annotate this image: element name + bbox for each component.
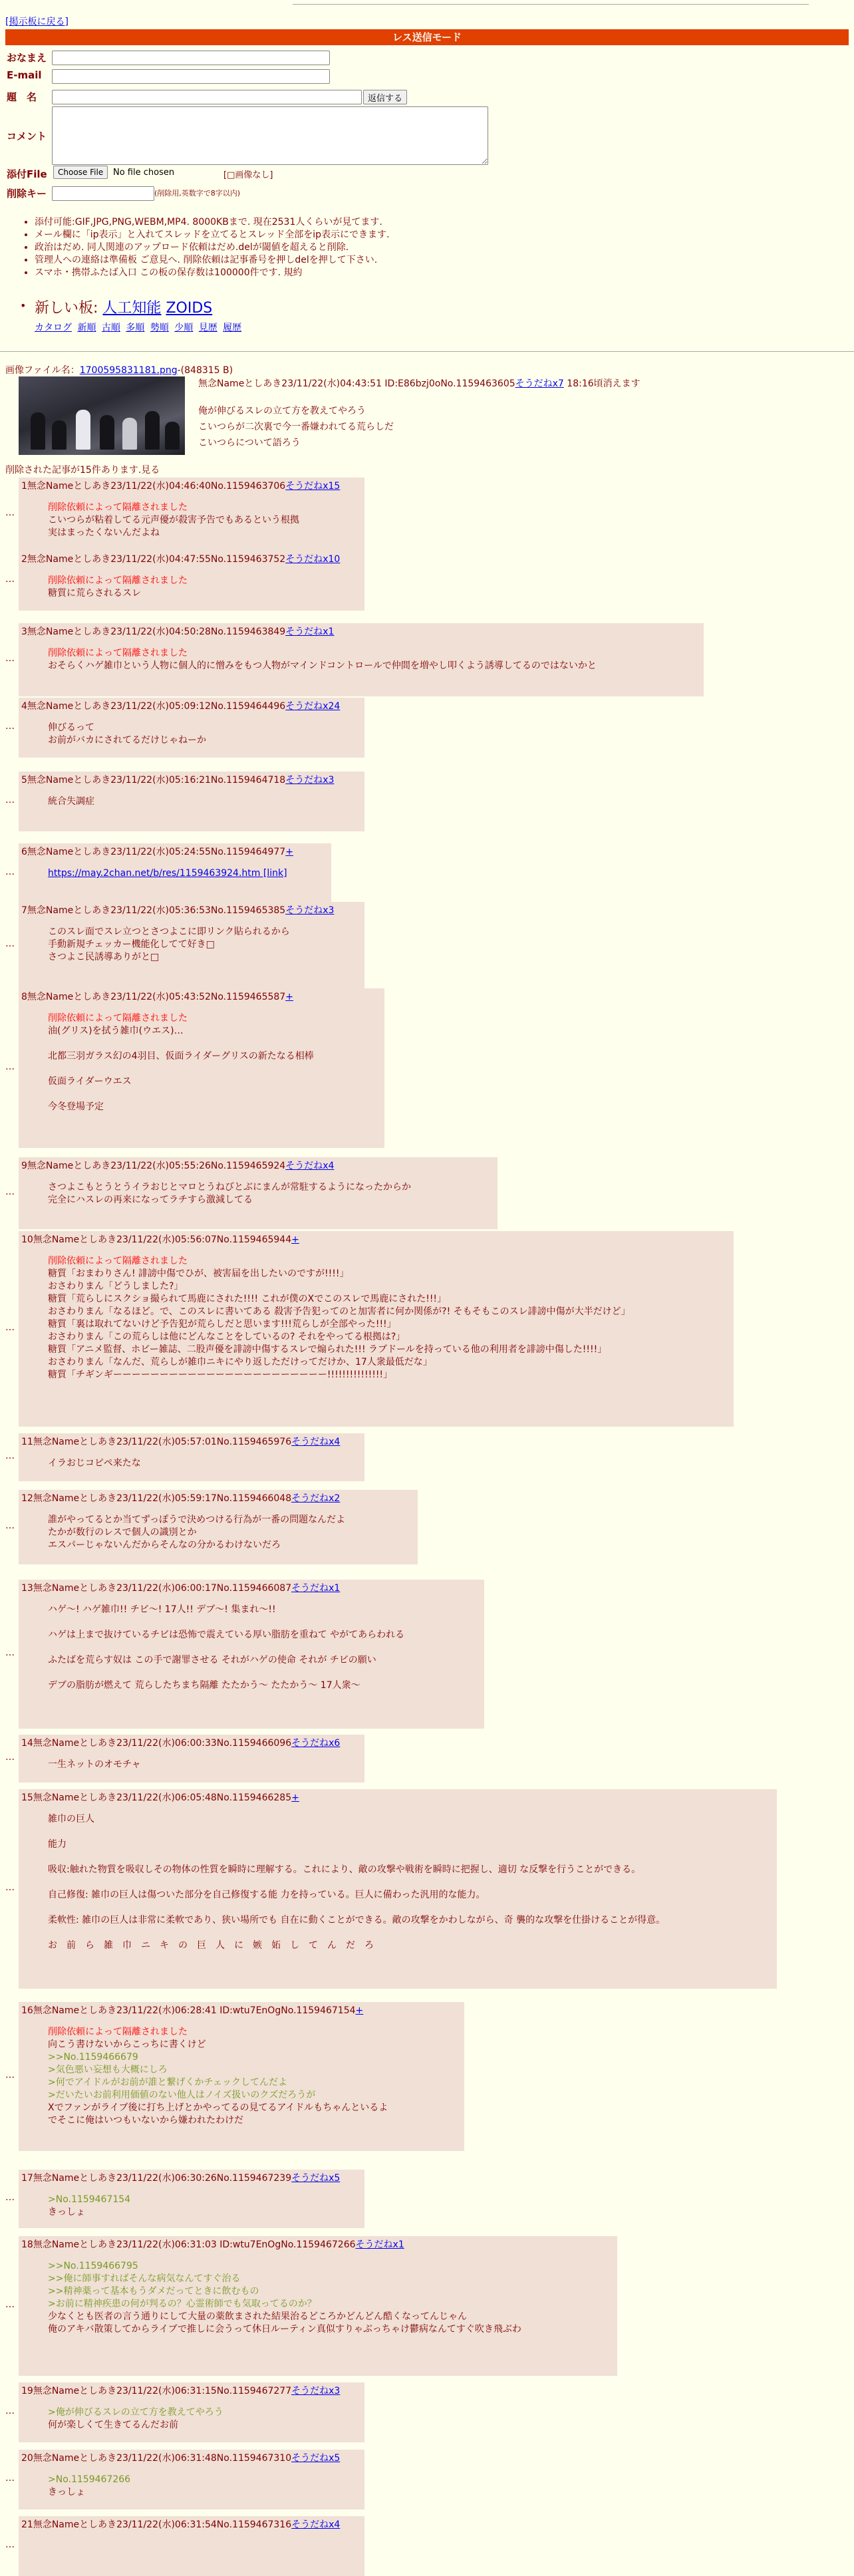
reply-marker: … <box>5 2473 15 2484</box>
reply-post <box>19 1735 364 1783</box>
reply-comment <box>48 867 329 880</box>
reply-header <box>21 2517 362 2531</box>
reply-line: 一生ネットのオモチャ <box>48 1759 141 1770</box>
subject-label: 題 名 <box>7 91 37 103</box>
sodane-link[interactable]: + <box>285 992 293 1002</box>
reply-post <box>19 2382 364 2442</box>
reply-line: 俺のアキバ散策してからライブで推しに会うって休日ルーティン真似すりゃぶっちゃけ鬱病なんてすぐ吹き飛ぶわ <box>48 2324 521 2335</box>
reply-line <box>48 1902 774 1914</box>
reply-header <box>21 699 362 712</box>
reply-comment <box>48 501 362 539</box>
reply-comment <box>48 926 362 964</box>
reply-comment <box>48 2260 615 2336</box>
delete-key-input[interactable] <box>52 186 154 201</box>
reply-mode-bar: レス送信モード <box>5 29 849 45</box>
reply-line: 実はまったくないんだよね <box>48 527 160 538</box>
post-history-link[interactable]: 履歴 <box>223 323 242 333</box>
quote-line: >No.1159467266 <box>48 2474 131 2485</box>
reply-post <box>19 772 364 831</box>
reply-header <box>21 1491 415 1504</box>
reply-line: 糖質「おまわりさん! 誹謗中傷でひが、被害届を出したいのですが!!!!」 <box>48 1268 349 1279</box>
top-divider <box>293 4 809 5</box>
reply-post-info: 12無念Nameとしあき23/11/22(水)05:59:17No.1159466048 <box>21 1493 292 1504</box>
reply-line: 吸収:触れた物質を吸収しその物体の性質を瞬時に理解する。これにより、敵の攻撃や戦術を瞬時に把握し、適切 な反撃を行うことができる。 <box>48 1864 641 1875</box>
sodane-link[interactable]: そうだねx3 <box>285 905 335 916</box>
reply-marker: … <box>5 1062 15 1072</box>
sodane-link[interactable]: そうだねx1 <box>355 2239 404 2250</box>
delete-key-note: (削除用,英数字で8字以内) <box>154 189 241 198</box>
reply-post <box>19 1231 734 1427</box>
reply-line: きっしょ <box>48 2487 85 2498</box>
attach-label: 添付File <box>7 168 47 180</box>
new-board-label: 新しい板: <box>35 300 98 317</box>
view-history-link[interactable]: 見歴 <box>198 323 217 333</box>
catalog-link[interactable]: カタログ <box>35 323 72 333</box>
name-label: おなまえ <box>7 52 47 64</box>
quote-line: >>No.1159466679 <box>48 2052 138 2063</box>
new-board-link-zoids[interactable]: ZOIDS <box>166 300 213 317</box>
delete-key-label: 削除キー <box>7 188 47 200</box>
reply-line <box>48 1667 482 1679</box>
op-comment <box>198 403 394 451</box>
reply-post-info: 2無念Nameとしあき23/11/22(水)04:47:55No.1159463752 <box>21 554 286 565</box>
new-board-line <box>35 297 212 317</box>
info-item: • メール欄に「ip表示」と入れてスレッドを立てるとスレッド全部をip表示にできます. <box>35 229 389 241</box>
file-status: No file chosen <box>113 168 175 178</box>
reply-line: 糖質「荒らしにスクショ撮られて馬鹿にされた!!!! これが僕のXでこのスレで馬鹿にされた!!!」 <box>48 1294 447 1304</box>
reply-post <box>19 1789 777 1989</box>
image-file-label: 画像ファイル名： <box>5 365 80 376</box>
reply-line: 仮面ライダーウエス <box>48 1076 132 1087</box>
back-to-board-link[interactable]: [掲示板に戻る] <box>5 17 69 27</box>
reply-header <box>21 2451 362 2464</box>
op-line: 俺が伸びるスレの立て方を教えてやろう <box>198 406 366 416</box>
reply-header <box>21 903 362 917</box>
reply-post-info: 11無念Nameとしあき23/11/22(水)05:57:01No.1159465976 <box>21 1437 292 1447</box>
reply-header <box>21 2003 462 2017</box>
reply-header <box>21 1232 731 1246</box>
reply-marker: … <box>5 1647 15 1658</box>
reply-post-info: 10無念Nameとしあき23/11/22(水)05:56:07No.1159465944 <box>21 1234 292 1245</box>
reply-post-info: 20無念Nameとしあき23/11/22(水)06:31:48No.1159467310 <box>21 2453 292 2464</box>
sodane-link[interactable]: + <box>291 1792 299 1803</box>
reply-post-info: 1無念Nameとしあき23/11/22(水)04:46:40No.1159463706 <box>21 481 286 492</box>
reply-header <box>21 845 329 858</box>
reply-line: おそらくハゲ雑巾という人物に個人的に憎みをもつ人物がマインドコントロールで仲間を増やし叩くよう誘導してるのではないかと <box>48 660 597 671</box>
reply-line: 糖質「アニメ監督、ホビー雑誌、二股声優を誹謗中傷するスレで煽られた!!! ラブドールを持っている他の利用者を誹謗中傷した!!!!」 <box>48 1344 607 1355</box>
reply-post <box>19 1157 498 1229</box>
reply-line: でそこに俺はいつもいないから嫌われたわけだ <box>48 2115 243 2126</box>
sodane-link[interactable]: + <box>291 1234 299 1245</box>
reply-comment <box>48 1514 415 1552</box>
reply-link[interactable]: https://may.2chan.net/b/res/1159463924.htm [link] <box>48 868 287 879</box>
reply-line: おさわりまん「どうしました?」 <box>48 1281 184 1292</box>
reply-comment <box>48 1457 362 1470</box>
reply-header <box>21 625 701 638</box>
reply-post <box>19 2002 464 2151</box>
sort-many-link[interactable]: 多順 <box>126 323 145 333</box>
quarantine-notice: 削除依頼によって隔離されました <box>48 575 188 586</box>
reply-marker: … <box>5 507 15 518</box>
thread-divider <box>0 351 854 352</box>
op-sodane-link[interactable]: そうだねx7 <box>515 378 564 389</box>
reply-line: 能力 <box>48 1839 67 1850</box>
reply-line <box>48 1616 482 1629</box>
subject-input[interactable] <box>52 90 362 104</box>
sodane-link[interactable]: + <box>285 847 293 857</box>
op-expiry: 18:16頃消えます <box>567 378 640 389</box>
name-input[interactable] <box>52 51 330 65</box>
reply-line: さつよこもとうとうイラおじとマロとうねびとぶにまんが常駐するようになったからか <box>48 1182 411 1193</box>
reply-line: このスレ面でスレ立つとさつよこに即リンク貼られるから <box>48 927 290 937</box>
sodane-link[interactable]: そうだねx6 <box>291 1738 341 1749</box>
reply-marker: … <box>5 2192 15 2203</box>
reply-post-info: 18無念Nameとしあき23/11/22(水)06:31:03 ID:wtu7EnOgNo.1159467266 <box>21 2239 356 2250</box>
reply-line: おさわりまん「この荒らしは他にどんなことをしているの? それをやってる根拠は?」 <box>48 1332 406 1342</box>
quote-line: >お前に精神疾患の何が判るの？心霊術師でも気取ってるのか？ <box>48 2299 317 2309</box>
reply-line: 今冬登場予定 <box>48 1101 104 1112</box>
op-post-info: 無念Nameとしあき23/11/22(水)04:43:51 ID:E86bzj0oNo.1159463605 <box>198 378 515 389</box>
reply-post-info: 16無念Nameとしあき23/11/22(水)06:28:41 ID:wtu7EnOgNo.1159467154 <box>21 2005 356 2016</box>
quarantine-notice: 削除依頼によって隔離されました <box>48 502 188 513</box>
reply-post <box>19 902 364 988</box>
reply-line: 雑巾の巨人 <box>48 1814 94 1824</box>
reply-line: イラおじコピペ来たな <box>48 1458 141 1469</box>
reply-line: 手動新規チェッカー機能化してて好き□ <box>48 939 215 950</box>
sodane-link[interactable]: そうだねx5 <box>291 2173 341 2184</box>
reply-post-info: 6無念Nameとしあき23/11/22(水)05:24:55No.1159464977 <box>21 847 286 857</box>
comment-label: コメント <box>7 130 47 142</box>
reply-line: エスパーじゃないんだからそんなの分かるわけないだろ <box>48 1540 281 1550</box>
submit-reply-button[interactable]: 返信する <box>363 90 407 104</box>
reply-comment <box>48 2194 362 2219</box>
reply-marker: … <box>5 2406 15 2416</box>
reply-line: さつよこ民誘導ありがと□ <box>48 952 160 962</box>
reply-comment <box>48 2026 462 2127</box>
reply-marker: … <box>5 2539 15 2550</box>
new-board-link-ai[interactable]: 人工知能 <box>102 300 162 317</box>
reply-comment <box>48 1759 362 1771</box>
reply-header <box>21 2384 362 2397</box>
reply-post <box>19 2170 364 2228</box>
reply-marker: … <box>5 574 15 585</box>
reply-post <box>19 551 364 611</box>
quote-line: >俺が伸びるスレの立て方を教えてやろう <box>48 2407 223 2418</box>
reply-line: ハゲは上まで抜けているチビは恐怖で震えている厚い脂肪を重ねて やがてあらわれる <box>48 1630 405 1640</box>
comment-textarea[interactable] <box>52 106 488 165</box>
image-file-link[interactable]: 1700595831181.png <box>79 365 178 376</box>
reply-line: ふたばを荒らす奴は この手で謝罪させる それがハゲの使命 それが チビの願い <box>48 1655 376 1665</box>
reply-line: Xでファンがライブ後に打ち上げとかやってるの見てるアイドルもちゃんといるよ <box>48 2102 388 2113</box>
quote-line: >>精神薬って基本もうダメだってときに飲むもの <box>48 2286 259 2297</box>
quarantine-notice: 削除依頼によって隔離されました <box>48 1256 188 1266</box>
reply-marker: … <box>5 653 15 664</box>
reply-line <box>48 1826 774 1838</box>
reply-line: 油(グリス)を拭う雑巾(ウエス)… <box>48 1026 184 1036</box>
reply-line: 柔軟性: 雑巾の巨人は非常に柔軟であり、狭い場所でも 自在に動くことができる。敵の攻撃をかわしながら、奇 襲的な攻撃を仕掛けることが得意。 <box>48 1915 666 1926</box>
reply-header <box>21 479 362 492</box>
reply-post-info: 14無念Nameとしあき23/11/22(水)06:00:33No.1159466096 <box>21 1738 292 1749</box>
quote-line: >気色悪い妄想も大概にしろ <box>48 2065 168 2075</box>
sodane-link[interactable]: そうだねx10 <box>285 554 341 565</box>
op-line: こいつらについて語ろう <box>198 438 301 448</box>
reply-marker: … <box>5 1187 15 1197</box>
sort-new-link[interactable]: 新順 <box>77 323 96 333</box>
reply-line <box>48 1088 382 1101</box>
reply-line: デブの脂肪が燃えて 荒らしたちまち隔離 たたかう〜 たたかう〜 17人衆〜 <box>48 1680 360 1691</box>
info-item[interactable]: • スマホ・携帯ふたば入口 この板の保存数は100000件です. 規約 <box>35 267 389 279</box>
reply-header <box>21 773 362 786</box>
quarantine-notice: 削除依頼によって隔離されました <box>48 648 188 658</box>
reply-post-info: 13無念Nameとしあき23/11/22(水)06:00:17No.1159466087 <box>21 1583 292 1594</box>
reply-header <box>21 1435 362 1448</box>
sodane-link[interactable]: そうだねx4 <box>285 1161 335 1171</box>
reply-comment <box>48 1181 495 1207</box>
reply-marker: … <box>5 2070 15 2080</box>
reply-post-info: 17無念Nameとしあき23/11/22(水)06:30:26No.1159467239 <box>21 2173 292 2184</box>
reply-post <box>19 843 331 903</box>
reply-line <box>48 1038 382 1050</box>
quote-line: >>俺に師事すればそんな病気なんてすぐ治る <box>48 2273 241 2284</box>
reply-post <box>19 2236 617 2376</box>
reply-post <box>19 698 364 758</box>
quote-line: >>No.1159466795 <box>48 2261 138 2271</box>
sodane-link[interactable]: そうだねx1 <box>291 1583 341 1594</box>
reply-comment <box>48 575 362 600</box>
image-file-size: -(848315 B) <box>177 365 233 376</box>
reply-post <box>19 2450 364 2509</box>
board-info-list <box>20 216 389 279</box>
reply-line: たかが数行のレスで個人の識別とか <box>48 1527 197 1538</box>
reply-post <box>19 623 704 696</box>
reply-post-info: 19無念Nameとしあき23/11/22(水)06:31:15No.1159467277 <box>21 2386 292 2396</box>
reply-header <box>21 1736 362 1749</box>
reply-line: 糖質「裏は取れてないけど予告犯が荒らしだと思います!!!荒らしが全部やった!!!」 <box>48 1319 396 1330</box>
reply-line <box>48 1876 774 1889</box>
reply-post <box>19 1580 484 1729</box>
reply-marker: … <box>5 1752 15 1763</box>
reply-marker: … <box>5 721 15 732</box>
sodane-link[interactable]: そうだねx24 <box>285 701 341 712</box>
reply-marker: … <box>5 1520 15 1531</box>
reply-line: ハゲ〜! ハゲ雑巾!! チビ〜! 17人!! デブ〜! 集まれ〜!! <box>48 1604 276 1615</box>
reply-line: 伸びるって <box>48 722 94 733</box>
quote-line: >だいたいお前利用価値のない他人はノイズ扱いのクズだろうが <box>48 2090 316 2100</box>
quarantine-notice: 削除依頼によって隔離されました <box>48 1013 188 1024</box>
info-item: • 政治はだめ. 同人関連のアップロード依頼はだめ.delが閾値を超えると削除. <box>35 241 389 254</box>
reply-post-info: 9無念Nameとしあき23/11/22(水)05:55:26No.1159465924 <box>21 1161 286 1171</box>
sodane-link[interactable]: そうだねx4 <box>291 1437 341 1447</box>
reply-marker: … <box>5 1322 15 1333</box>
reply-line: おさわりまん「なるほど。で、このスレに書いてある 殺害予告犯ってのと加害者に何か関係が?! そもそもこのスレ誹謗中傷が大半だけど」 <box>48 1306 631 1317</box>
sodane-link[interactable]: そうだねx1 <box>285 627 335 637</box>
reply-post <box>19 1433 364 1481</box>
sort-momentum-link[interactable]: 勢順 <box>150 323 169 333</box>
sort-old-link[interactable]: 古順 <box>101 323 120 333</box>
reply-line <box>48 1927 774 1939</box>
reply-line: 誰がやってるとか当てずっぽうで決めつける行為が一番の問題なんだよ <box>48 1514 346 1525</box>
reply-post-info: 5無念Nameとしあき23/11/22(水)05:16:21No.1159464718 <box>21 775 286 786</box>
sodane-link[interactable]: そうだねx5 <box>291 2453 341 2464</box>
reply-line: 北都三羽ガラス幻の4羽目、仮面ライダーグリスの新たなる相棒 <box>48 1051 314 1062</box>
reply-post-info: 4無念Nameとしあき23/11/22(水)05:09:12No.1159464496 <box>21 701 286 712</box>
reply-line: 少なくとも医者の言う通りにして大量の薬飲まされた結果治るどころかどんどん酷くなってんじゃん <box>48 2311 467 2322</box>
choose-file-button[interactable]: Choose File <box>53 166 108 179</box>
reply-marker: … <box>5 795 15 805</box>
reply-marker: … <box>5 2299 15 2310</box>
reply-header <box>21 1790 774 1804</box>
reply-line: おさわりまん「なんだ、荒らしが雑巾ニキにやり返しただけってだけか、17人衆最低だな」 <box>48 1357 432 1367</box>
quarantine-notice: 削除依頼によって隔離されました <box>48 2027 188 2037</box>
reply-line: 糖質「チギンギーーーーーーーーーーーーーーーーーーーーーーー!!!!!!!!!!!!!!!」 <box>48 1369 393 1380</box>
reply-post-info: 7無念Nameとしあき23/11/22(水)05:36:53No.1159465385 <box>21 905 286 916</box>
reply-post <box>19 988 384 1148</box>
reply-line: お 前 ら 雑 巾 ニ キ の 巨 人 に 嫉 妬 し て ん だ ろ <box>48 1940 374 1951</box>
reply-post-info: 21無念Nameとしあき23/11/22(水)06:31:54No.1159467316 <box>21 2519 292 2530</box>
sodane-link[interactable]: そうだねx2 <box>291 1493 341 1504</box>
reply-line: 向こう書けないからこっちに書くけど <box>48 2039 206 2050</box>
reply-comment <box>48 2406 362 2432</box>
reply-post-info: 3無念Nameとしあき23/11/22(水)04:50:28No.1159463849 <box>21 627 286 637</box>
reply-header <box>21 1159 495 1172</box>
sodane-link[interactable]: そうだねx3 <box>291 2386 341 2396</box>
reply-line <box>48 1642 482 1654</box>
reply-post-info: 15無念Nameとしあき23/11/22(水)06:05:48No.1159466285 <box>21 1792 292 1803</box>
reply-comment <box>48 1813 774 1952</box>
deleted-posts-note[interactable]: 削除された記事が15件あります.見る <box>5 465 160 476</box>
email-label: E-mail <box>7 69 42 81</box>
reply-line <box>48 1063 382 1075</box>
reply-line: 統合失調症 <box>48 796 94 807</box>
sodane-link[interactable]: そうだねx3 <box>285 775 335 786</box>
reply-header <box>21 2237 615 2251</box>
reply-marker: … <box>5 867 15 877</box>
reply-line: 完全にハスレの再来になってラチすら激減してる <box>48 1195 253 1205</box>
reply-comment <box>48 1604 482 1692</box>
reply-line: お前がバカにされてるだけじゃねーか <box>48 735 206 746</box>
op-thumbnail-image[interactable] <box>19 376 185 455</box>
reply-post <box>19 2516 364 2576</box>
reply-post-info: 8無念Nameとしあき23/11/22(水)05:43:52No.1159465587 <box>21 992 286 1002</box>
op-header <box>198 376 640 390</box>
sodane-link[interactable]: そうだねx4 <box>291 2519 341 2530</box>
reply-line: こいつらが粘着してる元声優が殺害予告でもあるという根拠 <box>48 515 299 525</box>
reply-comment <box>48 2474 362 2499</box>
sodane-link[interactable]: そうだねx15 <box>285 481 341 492</box>
info-item[interactable]: • 管理人への連絡は準備板 ご意見へ. 削除依頼は記事番号を押しdelを押して下さい. <box>35 254 389 267</box>
reply-line <box>48 1851 774 1864</box>
sort-few-link[interactable]: 少順 <box>174 323 194 333</box>
reply-line: 何が楽しくて生きてるんだお前 <box>48 2420 178 2430</box>
quote-line: >No.1159467154 <box>48 2194 131 2205</box>
reply-post <box>19 1490 418 1564</box>
reply-marker: … <box>5 1882 15 1893</box>
reply-header <box>21 990 382 1003</box>
sodane-link[interactable]: + <box>355 2005 364 2016</box>
catalog-links <box>35 321 244 334</box>
reply-comment <box>48 647 701 672</box>
info-item: • 添付可能:GIF,JPG,PNG,WEBM,MP4. 8000KBまで. 現在2531人くらいが見てます. <box>35 216 389 229</box>
reply-comment <box>48 795 362 808</box>
reply-header <box>21 1581 482 1594</box>
reply-comment <box>48 1255 731 1381</box>
op-image-filename-line <box>5 363 233 376</box>
reply-comment <box>48 1012 382 1113</box>
reply-line: 自己修復: 雑巾の巨人は傷ついた部分を自己修復する能 力を持っている。巨人に備わった汎用的な能力。 <box>48 1890 486 1900</box>
reply-header <box>21 552 362 565</box>
quote-line: >何でアイドルがお前が誰と繋げくかチェックしてんだよ <box>48 2077 288 2088</box>
op-line: こいつらが二次裏で今一番嫌われてる荒らしだ <box>198 422 394 432</box>
reply-post <box>19 478 364 551</box>
reply-marker: … <box>5 1451 15 1461</box>
email-input[interactable] <box>52 69 330 84</box>
reply-line: きっしょ <box>48 2207 85 2218</box>
reply-marker: … <box>5 938 15 949</box>
reply-line: 糖質に荒らされるスレ <box>48 588 141 599</box>
reply-header <box>21 2171 362 2184</box>
no-image-checkbox[interactable]: [□画像なし] <box>223 170 273 180</box>
reply-comment <box>48 722 362 747</box>
